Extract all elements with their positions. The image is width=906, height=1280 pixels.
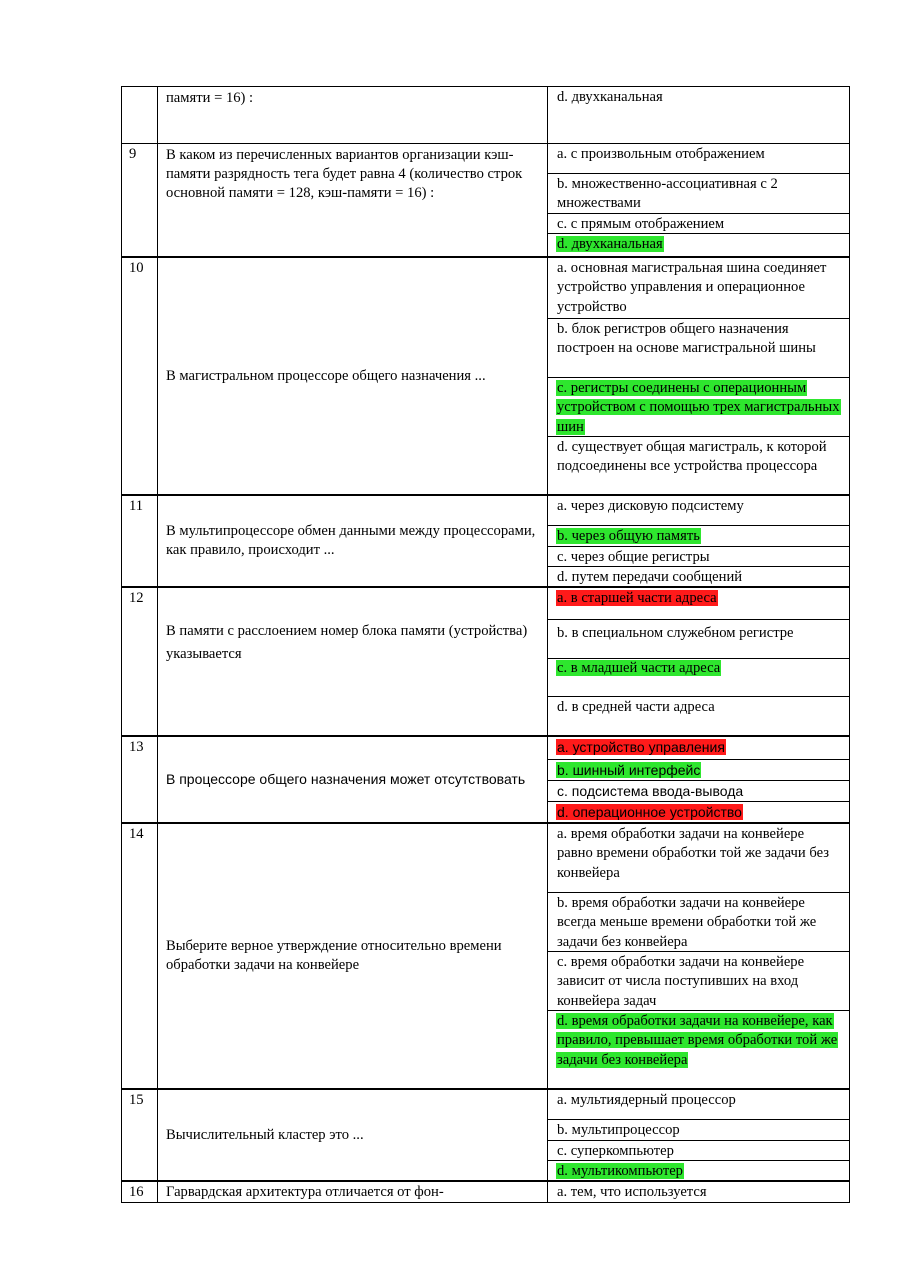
- quiz-table: [121, 86, 850, 1203]
- question-number: [121, 87, 157, 143]
- question-row: [121, 1180, 850, 1203]
- answer-option: [548, 737, 849, 759]
- answer-text: c. суперкомпьютер: [557, 1143, 674, 1159]
- question-number: 9: [121, 144, 157, 256]
- answer-text: c. в младшей части адреса: [557, 660, 721, 676]
- question-text: В магистральном процессоре общего назначения ...: [157, 258, 547, 494]
- question-row: [121, 86, 850, 143]
- answer-option: [548, 619, 849, 658]
- answer-list: [547, 1182, 850, 1202]
- answer-option: [548, 87, 849, 143]
- answer-list: [547, 258, 850, 494]
- answer-text: c. время обработки задачи на конвейере зависит от числа поступивших на вход конвейера задач: [557, 954, 805, 1009]
- question-text: В процессоре общего назначения может отсутствовать: [157, 737, 547, 822]
- answer-option: [548, 377, 849, 436]
- answer-option: [548, 1140, 849, 1160]
- answer-text: b. через общую память: [557, 528, 700, 544]
- answer-text: a. основная магистральная шина соединяет устройство управления и операционное устройство: [557, 260, 827, 315]
- answer-text: a. в старшей части адреса: [557, 590, 717, 606]
- answer-option: [548, 892, 849, 951]
- question-row: [121, 143, 850, 256]
- answer-text: b. блок регистров общего назначения построен на основе магистральной шины: [557, 321, 816, 357]
- answer-option: [548, 436, 849, 494]
- answer-option: [548, 759, 849, 780]
- answer-text: c. через общие регистры: [557, 549, 710, 565]
- question-text: Вычислительный кластер это ...: [157, 1090, 547, 1180]
- answer-option: [548, 951, 849, 1010]
- question-text: В каком из перечисленных вариантов организации кэш-памяти разрядность тега будет равна 4 (количество строк основной памяти = 128, кэш-памяти = 16) :: [157, 144, 547, 256]
- answer-text: d. двухканальная: [557, 89, 663, 105]
- answer-option: [548, 144, 849, 173]
- question-text: Гарвардская архитектура отличается от фон-: [157, 1182, 547, 1202]
- answer-option: [548, 173, 849, 213]
- answer-option: [548, 801, 849, 822]
- answer-text: a. с произвольным отображением: [557, 146, 765, 162]
- answer-text: d. путем передачи сообщений: [557, 569, 743, 585]
- answer-text: c. подсистема ввода-вывода: [557, 783, 744, 799]
- answer-text: d. время обработки задачи на конвейере, как правило, превышает время обработки той же задачи без конвейера: [557, 1013, 838, 1068]
- answer-option: [548, 1010, 849, 1088]
- question-row: [121, 735, 850, 822]
- answer-option: [548, 658, 849, 696]
- answer-option: [548, 213, 849, 233]
- question-number: 11: [121, 496, 157, 586]
- question-text: В памяти с расслоением номер блока памяти (устройства) указывается: [157, 588, 547, 735]
- answer-text: a. мультиядерный процессор: [557, 1092, 736, 1108]
- question-number: 16: [121, 1182, 157, 1202]
- answer-option: [548, 525, 849, 546]
- answer-option: [548, 1090, 849, 1119]
- answer-list: [547, 824, 850, 1088]
- answer-option: [548, 588, 849, 619]
- question-number: 14: [121, 824, 157, 1088]
- answer-option: [548, 318, 849, 377]
- answer-text: d. существует общая магистраль, к которой подсоединены все устройства процессора: [557, 439, 827, 475]
- answer-option: [548, 1119, 849, 1140]
- question-number: 10: [121, 258, 157, 494]
- answer-list: [547, 1090, 850, 1180]
- answer-option: [548, 546, 849, 566]
- answer-text: d. двухканальная: [557, 236, 663, 252]
- answer-option: [548, 496, 849, 525]
- answer-text: c. регистры соединены с операционным устройством с помощью трех магистральных шин: [557, 380, 840, 435]
- answer-list: [547, 87, 850, 143]
- answer-option: [548, 824, 849, 892]
- answer-text: b. мультипроцессор: [557, 1122, 680, 1138]
- question-text: памяти = 16) :: [157, 87, 547, 143]
- answer-option: [548, 1160, 849, 1180]
- question-row: [121, 1088, 850, 1180]
- question-row: [121, 822, 850, 1088]
- answer-list: [547, 737, 850, 822]
- answer-text: b. множественно-ассоциативная с 2 множествами: [557, 176, 778, 212]
- question-row: [121, 256, 850, 494]
- answer-option: [548, 233, 849, 256]
- answer-text: a. устройство управления: [557, 739, 725, 755]
- answer-text: a. время обработки задачи на конвейере равно времени обработки той же задачи без конвейера: [557, 826, 829, 881]
- question-text: Выберите верное утверждение относительно времени обработки задачи на конвейере: [157, 824, 547, 1088]
- answer-text: a. через дисковую подсистему: [557, 498, 744, 514]
- answer-text: b. время обработки задачи на конвейере всегда меньше времени обработки той же задачи без конвейера: [557, 895, 817, 950]
- question-number: 13: [121, 737, 157, 822]
- question-row: [121, 586, 850, 735]
- answer-text: a. тем, что используется: [557, 1184, 707, 1200]
- answer-list: [547, 588, 850, 735]
- answer-text: b. шинный интерфейс: [557, 762, 701, 778]
- question-text: В мультипроцессоре обмен данными между процессорами, как правило, происходит ...: [157, 496, 547, 586]
- answer-option: [548, 258, 849, 318]
- answer-text: c. с прямым отображением: [557, 216, 725, 232]
- question-number: 12: [121, 588, 157, 735]
- answer-list: [547, 496, 850, 586]
- question-row: [121, 494, 850, 586]
- question-number: 15: [121, 1090, 157, 1180]
- answer-option: [548, 780, 849, 801]
- answer-option: [548, 696, 849, 735]
- answer-text: d. мультикомпьютер: [557, 1163, 683, 1179]
- answer-text: b. в специальном служебном регистре: [557, 625, 794, 641]
- answer-text: d. операционное устройство: [557, 804, 742, 820]
- answer-option: [548, 566, 849, 586]
- answer-list: [547, 144, 850, 256]
- answer-option: [548, 1182, 849, 1202]
- answer-text: d. в средней части адреса: [557, 699, 715, 715]
